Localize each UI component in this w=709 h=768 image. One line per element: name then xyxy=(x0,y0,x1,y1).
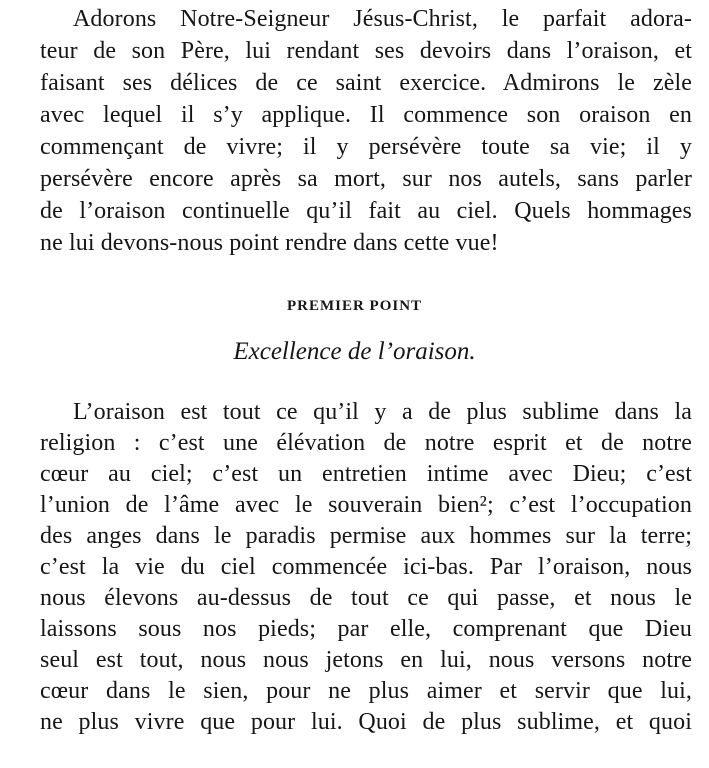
text-line: seul est tout, nous nous jetons en lui, nous versons notre xyxy=(40,647,692,673)
text-line: cœur au ciel; c’est un entretien intime avec Dieu; c’est xyxy=(40,461,692,487)
section-title: Excellence de l’oraison. xyxy=(233,338,476,365)
text-line: ne lui devons-nous point rendre dans cette vue! xyxy=(40,230,499,256)
text-line: laissons sous nos pieds; par elle, comprenant que Dieu xyxy=(40,616,692,642)
text-line: teur de son Père, lui rendant ses devoirs dans l’oraison, et xyxy=(40,38,692,64)
text-line: c’est la vie du ciel commencée ici-bas. Par l’oraison, nous xyxy=(40,554,692,580)
text-line: commençant de vivre; il y persévère toute sa vie; il y xyxy=(40,134,692,160)
text-line: persévère encore après sa mort, sur nos autels, sans parler xyxy=(40,166,692,192)
text-line: avec lequel il s’y applique. Il commence son oraison en xyxy=(40,102,692,128)
text-line: de l’oraison continuelle qu’il fait au ciel. Quels hommages xyxy=(40,198,692,224)
text-line: Adorons Notre-Seigneur Jésus-Christ, le parfait adora- xyxy=(73,6,692,32)
text-line: nous élevons au-dessus de tout ce qui passe, et nous le xyxy=(40,585,692,611)
text-line: cœur dans le sien, pour ne plus aimer et servir que lui, xyxy=(40,678,692,704)
text-line: des anges dans le paradis permise aux hommes sur la terre; xyxy=(40,523,692,549)
text-line: ne plus vivre que pour lui. Quoi de plus sublime, et quoi xyxy=(40,709,692,735)
text-line: l’union de l’âme avec le souverain bien²; c’est l’occupation xyxy=(40,492,692,518)
text-line: faisant ses délices de ce saint exercice. Admirons le zèle xyxy=(40,70,692,96)
section-point-label: PREMIER POINT xyxy=(286,298,423,314)
text-line: religion : c’est une élévation de notre esprit et de notre xyxy=(40,430,692,456)
text-line: L’oraison est tout ce qu’il y a de plus sublime dans la xyxy=(73,399,692,425)
